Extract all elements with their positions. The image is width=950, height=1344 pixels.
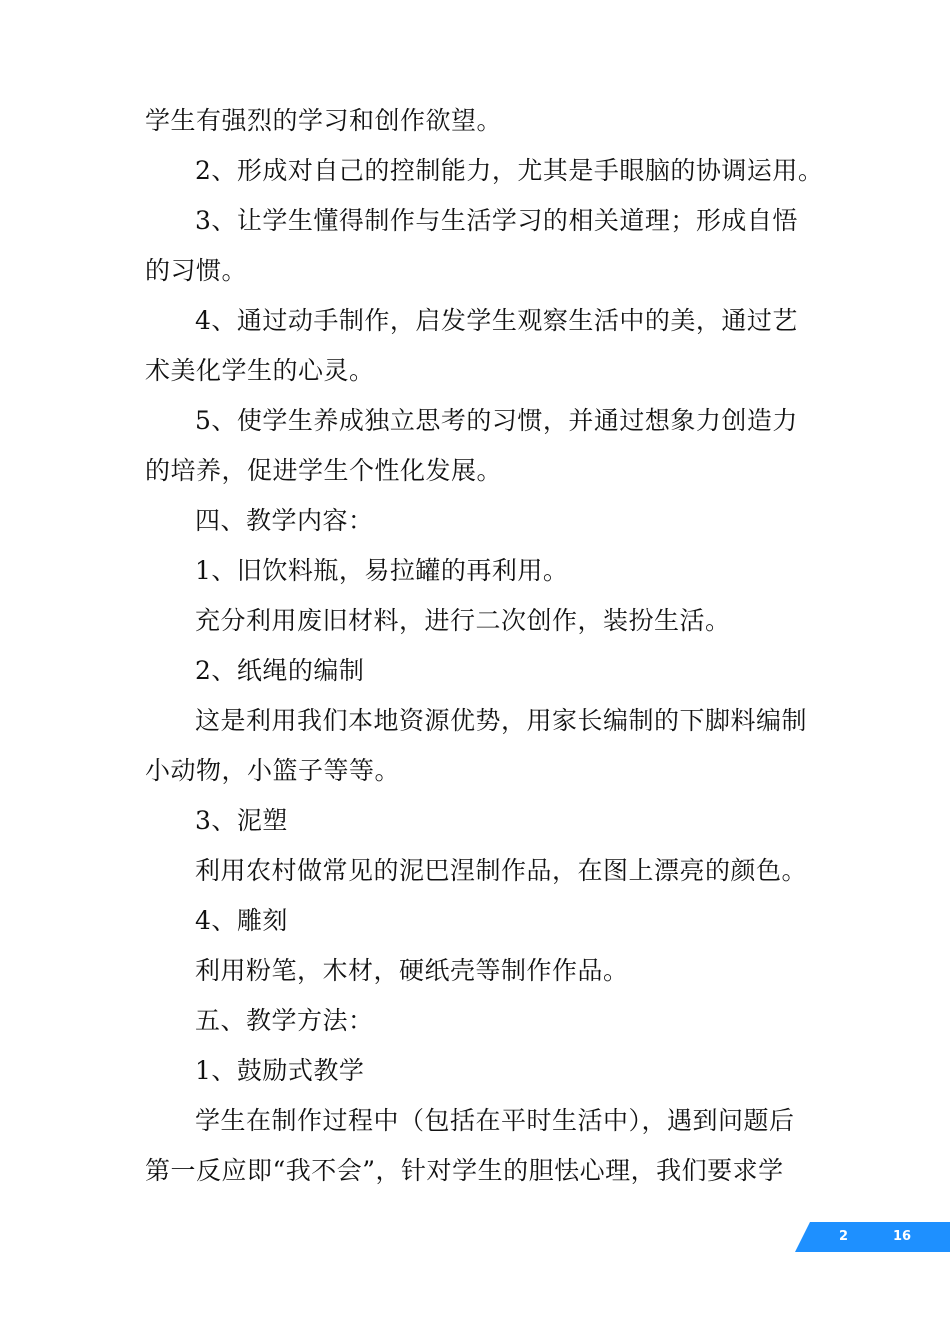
page-band-shape [795,1222,950,1252]
text-line: 2、纸绳的编制 [195,656,365,685]
section-heading: 四、教学内容： [195,506,374,535]
text-line: 4、通过动手制作，启发学生观察生活中的美，通过艺 [195,306,798,335]
text-line: 这是利用我们本地资源优势，用家长编制的下脚料编制 [195,706,808,735]
text-line: 的习惯。 [145,256,248,285]
text-line: 充分利用废旧材料，进行二次创作，装扮生活。 [195,606,731,635]
text-line: 利用农村做常见的泥巴涅制作品，在图上漂亮的颜色。 [195,856,808,885]
text-line: 4、雕刻 [195,906,288,935]
text-line: 学生在制作过程中（包括在平时生活中），遇到问题后 [195,1106,795,1135]
text-line: 5、使学生养成独立思考的习惯，并通过想象力创造力 [195,406,798,435]
text-line: 2、形成对自己的控制能力，尤其是手眼脑的协调运用。 [195,156,824,185]
page-number-band [795,1222,950,1252]
text-line: 学生有强烈的学习和创作欲望。 [145,106,503,135]
text-line: 1、鼓励式教学 [195,1056,365,1085]
text-line: 第一反应即“我不会”，针对学生的胆怯心理，我们要求学 [145,1156,784,1185]
section-heading: 五、教学方法： [195,1006,374,1035]
total-pages-number: 16 [893,1229,912,1244]
current-page-number: 2 [839,1229,849,1244]
text-line: 的培养，促进学生个性化发展。 [145,456,503,485]
text-line: 利用粉笔，木材，硬纸壳等制作作品。 [195,956,629,985]
text-line: 术美化学生的心灵。 [145,356,375,385]
text-line: 3、让学生懂得制作与生活学习的相关道理；形成自悟 [195,206,798,235]
text-line: 3、泥塑 [195,806,288,835]
text-line: 小动物，小篮子等等。 [145,756,401,785]
text-line: 1、旧饮料瓶，易拉罐的再利用。 [195,556,569,585]
